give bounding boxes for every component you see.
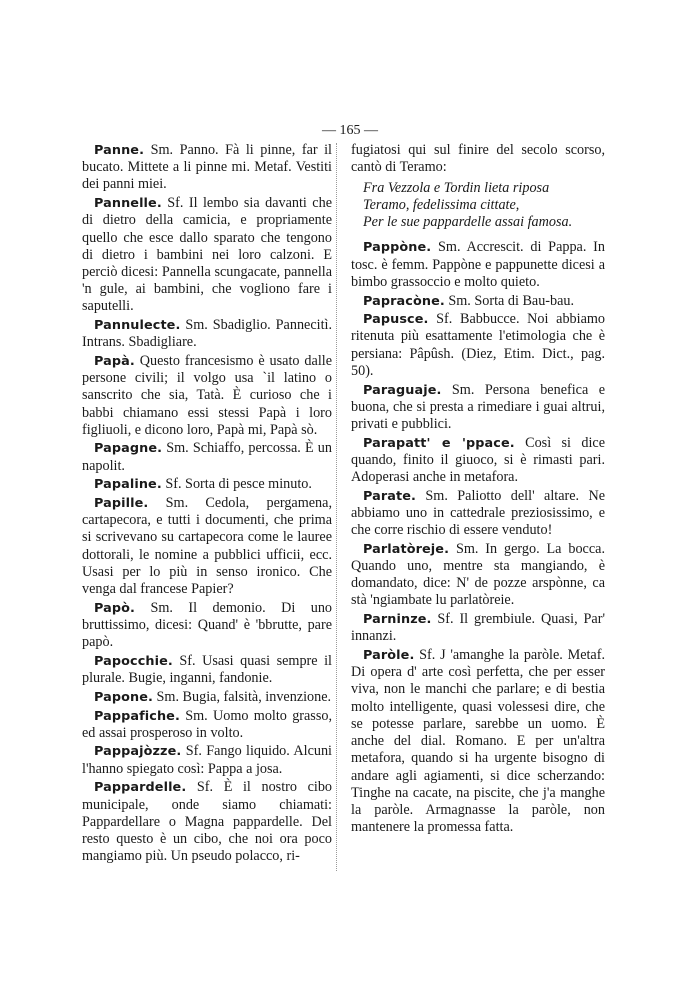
- entry-definition: Sf. Fango liquido. Alcuni l'hanno spiegato così: Pappa a josa.: [82, 743, 332, 777]
- dictionary-entry: [351, 541, 605, 610]
- entry-definition: Sf. È il nostro cibo municipale, onde siamo chiamati: Pappardellare o Magna pappardelle. Del resto questo è un cibo, che noi ora poco mangiamo più. Un pseudo polacco, ri-: [82, 779, 333, 865]
- verse-line: Per le sue pappardelle assai famosa.: [363, 214, 573, 231]
- verse-quotation: [363, 180, 605, 231]
- entry-headword: Papocchie.: [94, 653, 173, 669]
- dictionary-entry: [82, 317, 332, 351]
- entry-definition: Sf. Il lembo sia davanti che di dietro della camicia, e propriamente quello che esce dallo sparato che tengono di dietro i bambini nei loro calzoni. E perciò dicesi: Pannella scungacate, pannella 'n gule, ai bambini, che vogliono fare i saputelli.: [82, 195, 332, 315]
- entry-headword: Pappardelle.: [94, 780, 187, 796]
- column-divider: [336, 143, 341, 871]
- entry-headword: Pannelle.: [94, 196, 162, 212]
- dictionary-entry: [351, 435, 605, 487]
- entry-headword: Pannulecte.: [94, 318, 181, 334]
- dictionary-entry: [351, 611, 605, 645]
- dictionary-entry: [82, 708, 332, 742]
- entry-definition: Sm. Sbadiglio. Pannecitì. Intrans. Sbadigliare.: [82, 317, 333, 351]
- entry-definition: Sf. Il grembiule. Quasi, Par' innanzi.: [351, 611, 605, 645]
- dictionary-entry: [351, 239, 605, 291]
- entry-headword: Parlatòreje.: [363, 541, 450, 557]
- dictionary-entry: [351, 382, 605, 434]
- entry-headword: Panne.: [94, 143, 145, 158]
- entry-definition: Sm. Panno. Fà li pinne, far il bucato. Mittete a li pinne mi. Metaf. Vestiti dei panni miei.: [82, 142, 332, 193]
- entry-headword: Pappafiche.: [94, 708, 180, 724]
- entry-definition: Sm. Il demonio. Di uno bruttissimo, dicesi: Quand' è 'bbrutte, pare papò.: [82, 599, 333, 651]
- entry-definition: Sm. Persona benefica e buona, che si presta a rimediare i guai altrui, privati e pubblici.: [351, 381, 605, 432]
- dictionary-entry: [82, 689, 332, 706]
- entry-headword: Papà.: [94, 353, 135, 369]
- dictionary-entry: [82, 440, 332, 474]
- entry-definition: Sm. In gergo. La bocca. Quando uno, mentre sta mangiando, è domandato, dice: N' de pozze arspònne, ca stà 'ngiambate lu parlatòreie.: [351, 540, 605, 609]
- entry-headword: Paròle.: [363, 648, 415, 664]
- entry-definition: Sf. J 'amanghe la paròle. Metaf. Di opera d' arte così perfetta, che per esser viva, non le manchi che parlare; e di bestia molto intelligente, quasi volessesi dire, che se potesse parlare, sarebbe un uomo. È anche del dial. Romano. E per un'altra metafora, quando si ha urgente bisogno di andare agli agiamenti, si dice scherzando: Tinghe na cacate, na piscite, che j'a manghe la paròle. Armagnasse la paròle, non mantenere la promessa fatta.: [351, 647, 605, 836]
- dictionary-entry: [82, 353, 332, 439]
- entry-definition: Sm. Accrescit. di Pappa. In tosc. è femm. Pappòne e pappunette dicesi a bimbo grassoccio e molto quieto.: [351, 239, 606, 290]
- dictionary-entry: [82, 779, 332, 865]
- dictionary-entry: [351, 293, 605, 310]
- entry-definition: Sm. Cedola, pergamena, cartapecora, e tutti i documenti, che prima si scrivevano su cartapecora come le lauree dottorali, le nomine a pubblici ufficii, ecc. Usasi per lo più in senso ironico. Che venga dal francese Papier?: [82, 495, 332, 598]
- entry-headword: Pappajòzze.: [94, 744, 182, 760]
- entry-headword: Papò.: [94, 600, 135, 616]
- entry-definition: Sf. Babbucce. Noi abbiamo ritenuta più esattamente l'etimologia che è persiana: Pâpûsh. (Diez, Etim. Dict., pag. 50).: [351, 311, 605, 379]
- right-column: [351, 142, 605, 838]
- dictionary-entry: [351, 311, 605, 380]
- entry-headword: Parninze.: [363, 612, 432, 628]
- left-column: [82, 142, 332, 867]
- verse-line: Fra Vezzola e Tordin lieta riposa: [363, 180, 550, 197]
- entry-headword: Parate.: [363, 488, 416, 504]
- entry-headword: Parapatt' e 'ppace.: [363, 435, 515, 451]
- dictionary-entry: [351, 488, 605, 540]
- entry-definition: Sf. Sorta di pesce minuto.: [165, 476, 312, 493]
- dictionary-entry: [351, 647, 605, 836]
- dictionary-entry: [82, 743, 332, 777]
- entry-definition: Sm. Uomo molto grasso, ed assai prosperoso in volto.: [82, 707, 332, 741]
- entry-definition: Sm. Sorta di Bau-bau.: [448, 292, 575, 309]
- entry-headword: Papaline.: [94, 477, 162, 493]
- entry-headword: Papusce.: [363, 312, 429, 328]
- dictionary-entry: [82, 476, 332, 493]
- right-entries: [351, 239, 605, 836]
- entry-definition: Sm. Schiaffo, percossa. È un napolit.: [82, 440, 332, 474]
- entry-headword: Paraguaje.: [363, 382, 442, 398]
- entry-headword: Papille.: [94, 496, 149, 512]
- dictionary-entry: [82, 142, 332, 194]
- entry-definition: Questo francesismo è usato dalle persone civili; il volgo usa `il latino o sanscrito che sia, Tatà. È curioso che i babbi chiamano essi stessi Papà i loro figliuoli, e dicono loro, Papà mi, Papà sò.: [82, 352, 332, 438]
- entry-headword: Papracòne.: [363, 293, 445, 309]
- dictionary-entry: [82, 195, 332, 315]
- entry-definition: Sf. Usasi quasi sempre il plurale. Bugie, inganni, fandonie.: [82, 652, 332, 687]
- entry-headword: Papagne.: [94, 441, 163, 457]
- verse-line: Teramo, fedelissima cittate,: [363, 197, 520, 214]
- entry-definition: Sm. Bugia, falsità, invenzione.: [156, 688, 332, 705]
- dictionary-entry: [82, 653, 332, 687]
- entry-headword: Papone.: [94, 689, 153, 705]
- entry-definition: Così si dice quando, finito il giuoco, si è rimasti pari. Adoperasi anche in metafora.: [351, 434, 605, 486]
- continuation-text: fugiatosi qui sul finire del secolo scorso, cantò di Teramo:: [351, 142, 605, 176]
- entry-headword: Pappòne.: [363, 240, 432, 256]
- page-number: — 165 —: [322, 123, 378, 138]
- dictionary-entry: [82, 495, 332, 598]
- dictionary-entry: [82, 600, 332, 652]
- entry-definition: Sm. Paliotto dell' altare. Ne abbiamo uno in cattedrale preziosissimo, e che corre rischio di essere venduto!: [351, 487, 605, 539]
